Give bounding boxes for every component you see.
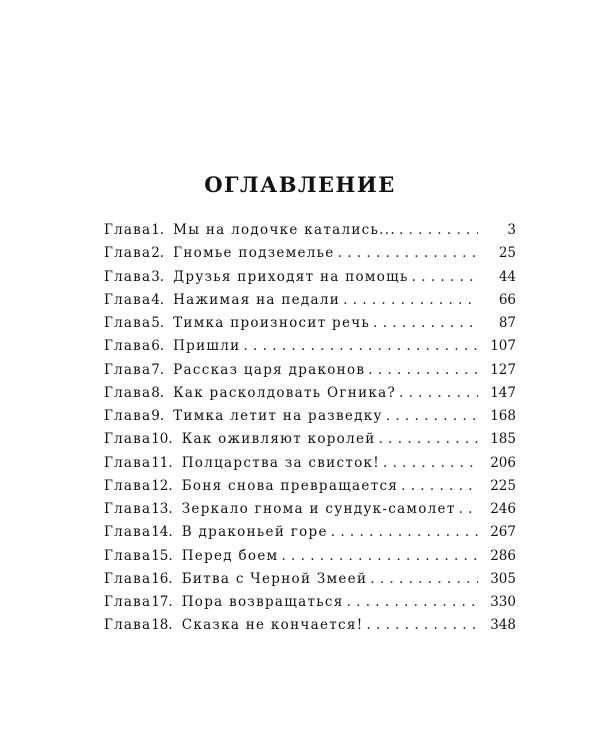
toc-entry xyxy=(104,501,516,524)
chapter-number: 6. xyxy=(151,338,165,355)
chapter-page: 286 xyxy=(490,547,516,564)
chapter-word: Глава xyxy=(104,408,152,424)
chapter-number: 4. xyxy=(151,291,165,308)
dot-leader xyxy=(331,524,478,540)
chapter-number: 12. xyxy=(151,477,173,494)
chapter-title: Рассказ царя драконов xyxy=(173,361,366,378)
chapter-number: 1. xyxy=(151,222,165,238)
chapter-page: 66 xyxy=(498,291,516,308)
chapter-page: 267 xyxy=(490,524,516,541)
dot-leader xyxy=(347,594,478,610)
dot-leader xyxy=(281,548,478,564)
chapter-number: 16. xyxy=(151,570,173,587)
toc-entry xyxy=(104,455,516,478)
chapter-title: Сказка не кончается! xyxy=(181,617,364,634)
chapter-page: 25 xyxy=(498,245,516,262)
chapter-number: 15. xyxy=(151,547,173,564)
chapter-word: Глава xyxy=(104,570,152,587)
toc-entry xyxy=(104,617,516,640)
chapter-word: Глава xyxy=(104,268,152,285)
chapter-title: Зеркало гнома и сундук-самолет xyxy=(181,501,456,517)
dot-leader xyxy=(243,338,478,354)
chapter-word: Глава xyxy=(104,594,152,610)
chapter-page: 185 xyxy=(490,431,516,448)
toc-entry xyxy=(104,548,516,571)
chapter-number: 17. xyxy=(151,594,173,610)
chapter-word: Глава xyxy=(104,477,152,494)
toc-entry xyxy=(104,571,516,594)
dot-leader xyxy=(459,501,478,517)
chapter-word: Глава xyxy=(104,454,152,471)
toc-entry xyxy=(104,315,516,338)
chapter-word: Глава xyxy=(104,617,152,634)
chapter-title: Пришли xyxy=(173,338,241,355)
chapter-page: 225 xyxy=(490,477,516,494)
chapter-number: 7. xyxy=(151,361,165,378)
chapter-number: 10. xyxy=(151,431,173,448)
toc-entry xyxy=(104,338,516,361)
chapter-number: 14. xyxy=(151,524,173,541)
chapter-word: Глава xyxy=(104,361,152,378)
dot-leader xyxy=(383,455,478,471)
chapter-title: Нажимая на педали xyxy=(173,291,341,308)
chapter-page: 330 xyxy=(490,594,516,610)
chapter-page: 107 xyxy=(490,338,516,355)
toc-entry xyxy=(104,408,516,431)
dot-leader xyxy=(379,431,478,447)
chapter-number: 13. xyxy=(151,501,173,517)
chapter-title: Боня снова превращается xyxy=(181,477,399,494)
chapter-word: Глава xyxy=(104,547,152,564)
dot-leader xyxy=(401,478,478,494)
chapter-page: 246 xyxy=(490,501,516,517)
chapter-page: 147 xyxy=(490,384,516,401)
dot-leader xyxy=(370,571,478,587)
chapter-title: Перед боем xyxy=(181,547,279,564)
dot-leader xyxy=(343,292,478,308)
dot-leader xyxy=(386,408,478,424)
chapter-page: 44 xyxy=(498,268,516,285)
chapter-page: 348 xyxy=(490,617,516,634)
chapter-page: 87 xyxy=(498,315,516,331)
chapter-page: 168 xyxy=(490,408,516,424)
chapter-word: Глава xyxy=(104,222,152,238)
toc-entry xyxy=(104,222,516,245)
chapter-number: 5. xyxy=(151,315,165,331)
toc-entry xyxy=(104,524,516,547)
chapter-number: 3. xyxy=(151,268,165,285)
chapter-page: 305 xyxy=(490,570,516,587)
toc-entry xyxy=(104,431,516,454)
chapter-page: 3 xyxy=(507,222,516,238)
chapter-number: 8. xyxy=(151,384,165,401)
chapter-title: Битва с Черной Змеей xyxy=(181,570,368,587)
toc-entry xyxy=(104,385,516,408)
chapter-title: Как оживляют королей xyxy=(181,431,376,448)
chapter-word: Глава xyxy=(104,291,152,308)
chapter-title: Друзья приходят на помощь xyxy=(173,268,409,285)
chapter-word: Глава xyxy=(104,431,152,448)
dot-leader xyxy=(338,245,478,261)
chapter-word: Глава xyxy=(104,315,152,331)
toc-entry xyxy=(104,245,516,268)
dot-leader xyxy=(399,385,478,401)
toc-entry xyxy=(104,362,516,385)
chapter-title: Тимка летит на разведку xyxy=(173,408,383,424)
chapter-page: 127 xyxy=(490,361,516,378)
chapter-title: Пора возвращаться xyxy=(181,594,344,610)
chapter-word: Глава xyxy=(104,524,152,541)
dot-leader xyxy=(399,222,478,238)
chapter-title: Как расколдовать Огника? xyxy=(173,384,396,401)
toc-entry xyxy=(104,478,516,501)
toc-entry xyxy=(104,594,516,617)
chapter-title: Гномье подземелье xyxy=(173,245,335,262)
chapter-word: Глава xyxy=(104,384,152,401)
chapter-page: 206 xyxy=(490,454,516,471)
chapter-word: Глава xyxy=(104,338,152,355)
dot-leader xyxy=(366,617,478,633)
dot-leader xyxy=(412,269,478,285)
table-of-contents xyxy=(104,222,516,641)
toc-entry xyxy=(104,292,516,315)
toc-entry xyxy=(104,269,516,292)
dot-leader xyxy=(373,315,478,331)
chapter-title: Тимка произносит речь xyxy=(173,315,371,331)
chapter-word: Глава xyxy=(104,245,152,262)
chapter-title: В драконьей горе xyxy=(181,524,328,541)
chapter-number: 11. xyxy=(151,454,173,471)
page-title: ОГЛАВЛЕНИЕ xyxy=(204,172,396,197)
chapter-title: Мы на лодочке катались... xyxy=(173,222,396,238)
chapter-word: Глава xyxy=(104,501,152,517)
dot-leader xyxy=(368,362,478,378)
chapter-number: 18. xyxy=(151,617,173,634)
chapter-title: Полцарства за свисток! xyxy=(181,454,381,471)
chapter-number: 9. xyxy=(151,408,165,424)
chapter-number: 2. xyxy=(151,245,165,262)
